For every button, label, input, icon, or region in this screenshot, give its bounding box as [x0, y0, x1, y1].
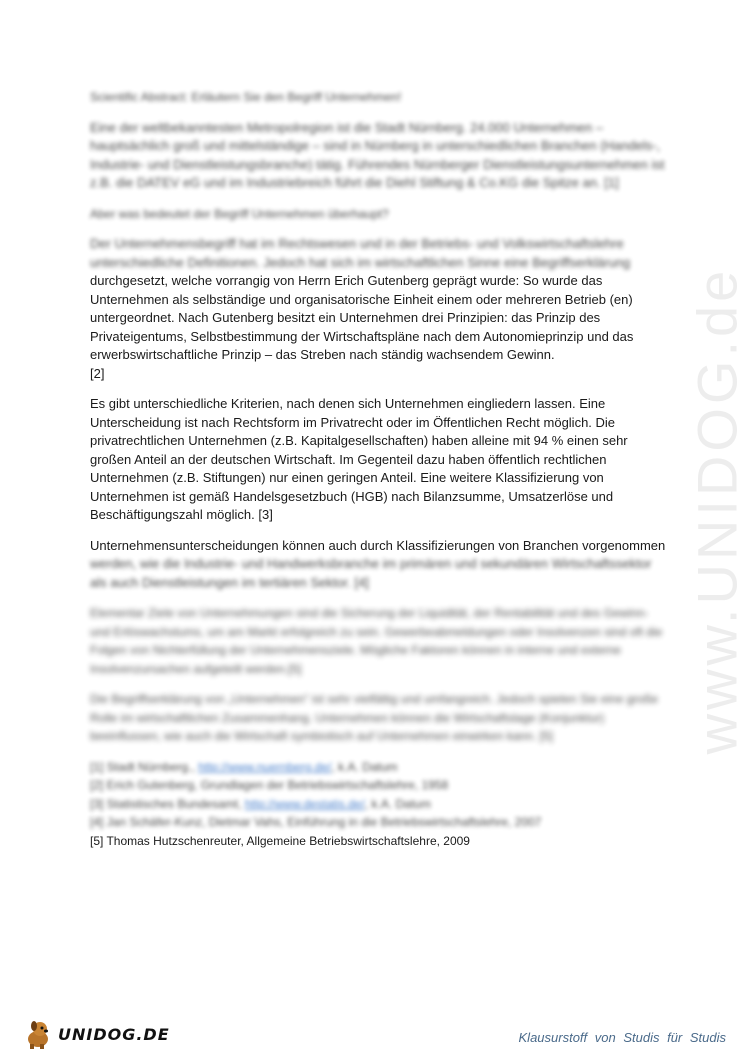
- reference-3: [3] Statistisches Bundesamt, http://www.destatis.de/, k.A. Datum: [90, 796, 431, 811]
- reference-1-link[interactable]: http://www.nuernberg.de/: [198, 759, 332, 774]
- paragraph-criteria: Es gibt unterschiedliche Kriterien, nach denen sich Unternehmen eingliedern lassen. Eine Unterscheidung ist nach Rechtsform im Privatrecht oder im Öffentlichen Recht möglich. Die privatrechtlichen Unternehmen (z.B. Kapitalgesellschaften) haben alleine mit 94 % einen sehr großen Anteil an der deutschen Wirtschaft. Im Gegenteil dazu haben öffentlich rechtlichen Unternehmen (z.B. Stiftungen) nur einen geringen Anteil. Eine weitere Klassifizierung von Unternehmen ist gemäß Handelsgesetzbuch (HGB) nach Bilanzsumme, Umsatzerlöse und Beschäftigungszahl möglich. [3]: [90, 396, 628, 522]
- references-list: [90, 758, 670, 851]
- logo-text: UNIDOG.DE: [58, 1024, 170, 1044]
- unidog-logo[interactable]: [22, 1016, 170, 1052]
- document-body: [90, 88, 670, 850]
- paragraph-branches-visible: Unternehmensunterscheidungen können auch durch Klassifizierungen von Branchen vorgenommen: [90, 537, 666, 553]
- reference-4: [4] Jan Schäfer-Kunz, Dietmar Vahs, Einführung in die Betriebswirtschaftslehre, 2007: [90, 815, 542, 829]
- reference-5: [5] Thomas Hutzschenreuter, Allgemeine Betriebswirtschaftslehre, 2009: [90, 833, 470, 848]
- dog-mascot-icon: [22, 1018, 54, 1050]
- paragraph-branches: [90, 537, 670, 593]
- paragraph-intro: Eine der weltbekanntesten Metropolregion ist die Stadt Nürnberg. 24.000 Unternehmen – hauptsächlich groß und mittelständige – sind in Nürnberg in unterschiedlichen Branchen (Handels-, Industrie- und Dienstleistungsbranche) tätig. Führendes Nürnberger Dienstleistungsunternehmen ist z.B. die DATEV eG und im Industriebreich führt die Diehl Stiftung & Co.KG die Spitze an. [1]: [90, 119, 665, 190]
- paragraph-definition-ref: [2]: [90, 365, 105, 381]
- reference-1: [1] Stadt Nürnberg., http://www.nuernberg.de/, k.A. Datum: [90, 759, 398, 774]
- paragraph-definition-blurred: Der Unternehmensbegriff hat im Rechtswesen und in der Betriebs- und Volkswirtschaftslehre unterschiedliche Definitionen. Jedoch hat sich im wirtschaftlichen Sinne eine Begriffserklärung: [90, 236, 631, 270]
- reference-3-link[interactable]: http://www.destatis.de/: [244, 796, 365, 811]
- paragraph-branches-blurred: werden, wie die Industrie- und Handwerksbranche im primären und sekundären Wirtschaftssektor als auch Dienstleistungen im tertiären Sektor. [4]: [90, 556, 652, 590]
- reference-2: [2] Erich Gutenberg, Grundlagen der Betriebswirtschaftslehre, 1958: [90, 778, 449, 792]
- document-title: Scientific Abstract: Erläutern Sie den Begriff Unternehmen!: [90, 90, 402, 104]
- question-heading: Aber was bedeutet der Begriff Unternehmen überhaupt?: [90, 206, 389, 221]
- paragraph-definition-visible: durchgesetzt, welche vorrangig von Herrn Erich Gutenberg geprägt wurde: So wurde das Unternehmen als selbständige und organisatorische Einheit einem oder mehreren Betrieb (en) untergeordnet. Nach Gutenberg besitzt ein Unternehmen drei Prinzipien: das Prinzip des Privateigentums, Selbstbestimmung der Wirtschaftspläne nach dem Autonomieprinzip und das erwerbswirtschaftliche Prinzip – das Streben nach ständig wachsendem Gewinn.: [90, 273, 634, 362]
- paragraph-definition: [90, 235, 670, 383]
- paragraph-goals: Elementar Ziele von Unternehmungen sind die Sicherung der Liquidität, der Rentabilität und des Gewinn- und Erlöswachstums, um am Markt erfolgreich zu sein. Gewerbeabmeldungen oder Insolvenzen sind oft die Folgen von Nichterfüllung der Unternehmensziele. Mögliche Faktoren können in interne und externe Insolvenzursachen aufgeteilt werden.[5]: [90, 606, 663, 676]
- paragraph-conclusion: Die Begriffserklärung von „Unternehmen“ ist sehr vielfältig und umfangreich. Jedoch spielen Sie eine große Rolle im wirtschaftlichen Zusammenhang. Unternehmen können die Wirtschaftslage (Konjunktur) beeinflussen, wie auch die Wirtschaft symbiotisch auf Unternehmen einwirken kann. [5]: [90, 692, 659, 743]
- footer-tagline: Klausurstoff von Studis für Studis: [518, 1030, 726, 1045]
- watermark-text: www.UNIDOG.de: [685, 266, 749, 754]
